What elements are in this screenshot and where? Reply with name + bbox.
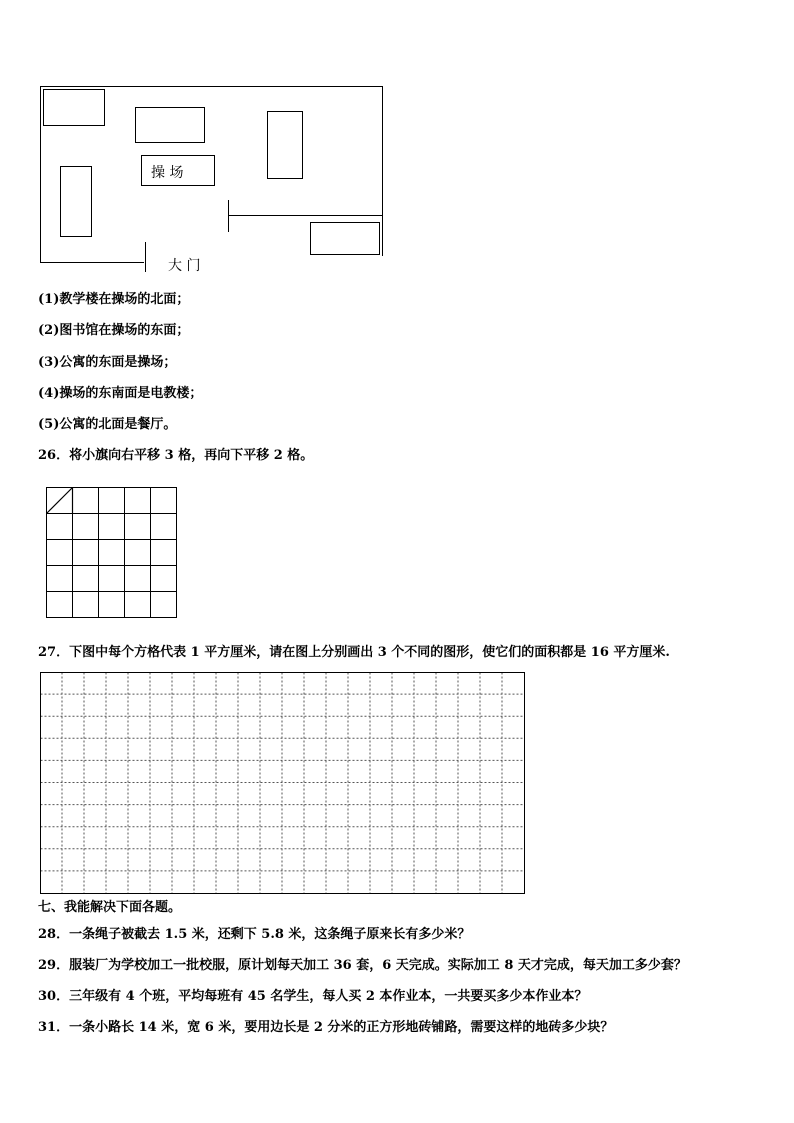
playground-box [141,155,215,186]
section-7-heading: 七、我能解决下面各题。 [38,900,182,915]
building-north [135,107,205,143]
statement-1: (1)教学楼在操场的北面； [38,292,190,307]
flag-icon [47,488,73,514]
question-27: 27．下图中每个方格代表 1 平方厘米，请在图上分别画出 3 个不同的图形，使它们的面积都是 16 平方厘米. [38,645,670,660]
inner-wall [228,215,382,216]
statement-4: (4)操场的东南面是电教楼； [38,386,203,401]
question-28: 28．一条绳子被截去 1.5 米，还剩下 5.8 米，这条绳子原来长有多少米？ [38,927,471,942]
gate-post [145,242,146,272]
flag-grid-lines [46,487,177,618]
question-26: 26．将小旗向右平移 3 格，再向下平移 2 格。 [38,448,314,463]
statement-5: (5)公寓的北面是餐厅。 [38,417,177,432]
dotted-grid-lines [41,673,525,894]
question-29: 29．服装厂为学校加工一批校服，原计划每天加工 36 套，6 天完成。实际加工 8 天才完成，每天加工多少套？ [38,958,687,973]
map-left-wall [40,86,41,262]
map-right-wall [382,86,383,256]
map-top-wall [40,86,382,87]
building-southeast [310,222,380,255]
inner-wall-post [228,200,229,232]
question-31: 31．一条小路长 14 米，宽 6 米，要用边长是 2 分米的正方形地砖铺路，需要这样的地砖多少块？ [38,1020,614,1035]
building-northwest [43,89,105,126]
question-30: 30．三年级有 4 个班，平均每班有 45 名学生，每人买 2 本作业本，一共要买多少本作业本？ [38,989,588,1004]
statement-3: (3)公寓的东面是操场； [38,355,177,370]
playground-label: 操 场 [151,165,184,181]
statement-2: (2)图书馆在操场的东面； [38,323,190,338]
flag-grid [46,487,178,619]
gate-label: 大 门 [168,258,201,274]
dotted-square-grid [40,672,526,896]
building-east [267,111,303,179]
map-bottom-wall [40,262,144,263]
building-west [60,166,92,237]
